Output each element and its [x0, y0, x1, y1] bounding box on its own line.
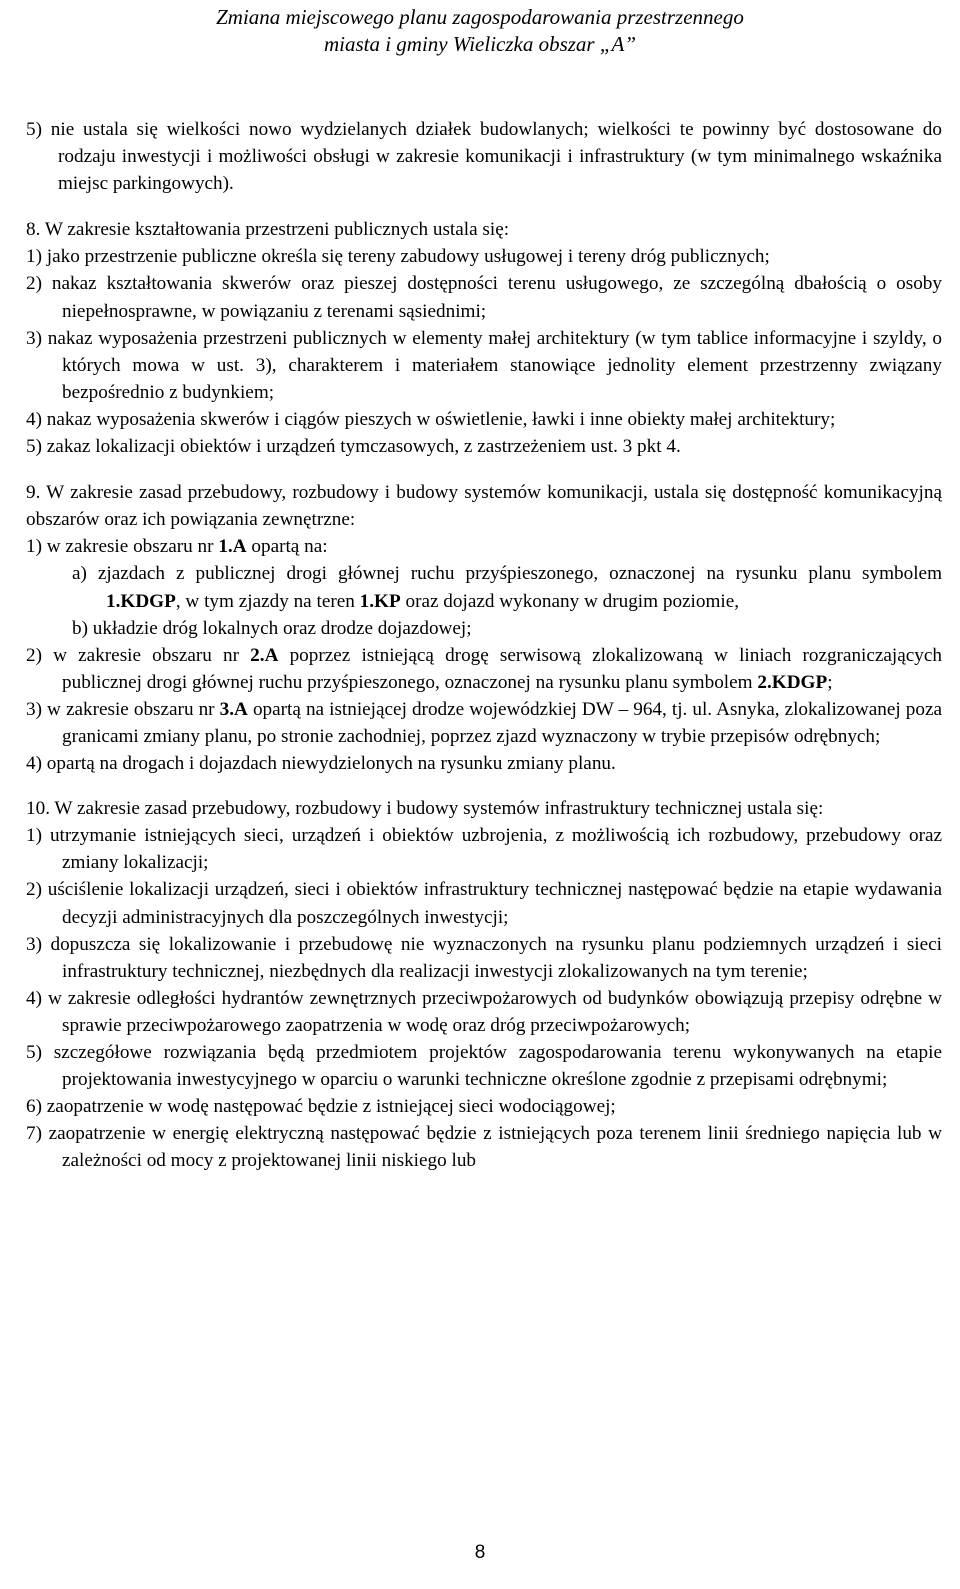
section-9-item-3: 3) w zakresie obszaru nr 3.A opartą na istniejącej drodze wojewódzkiej DW – 964, tj. ul. Asnyka, zlokalizowanej poza granicami zmiany planu, po stronie zachodniej, poprzez zjazd wyznaczony w trybie przepisów odrębnych;	[26, 698, 942, 747]
section-10-item-6: 6) zaopatrzenie w wodę następować będzie z istniejącej sieci wodociągowej;	[26, 1096, 616, 1118]
section-10-item-7: 7) zaopatrzenie w energię elektryczną następować będzie z istniejących poza terenem linii średniego napięcia lub w zależności od mocy z projektowanej linii niskiego lub	[26, 1123, 942, 1172]
page-number: 8	[474, 1542, 486, 1563]
page-header	[0, 4, 960, 58]
section-9-item-1: 1) w zakresie obszaru nr 1.A opartą na:	[26, 536, 328, 558]
section-9-item-1a: a) zjazdach z publicznej drogi głównej ruchu przyśpieszonego, oznaczonej na rysunku planu symbolem 1.KDGP, w tym zjazdy na teren 1.KP oraz dojazd wykonany w drugim poziomie,	[72, 563, 942, 612]
section-10-title: 10. W zakresie zasad przebudowy, rozbudowy i budowy systemów infrastruktury technicznej ustala się:	[26, 798, 824, 820]
section-9-item-2: 2) w zakresie obszaru nr 2.A poprzez istniejącą drogę serwisową zlokalizowaną w liniach rozgraniczających publicznej drogi głównej ruchu przyśpieszonego, oznaczonej na rysunku planu symbolem 2.KDGP;	[26, 644, 942, 693]
section-10-item-4: 4) w zakresie odległości hydrantów zewnętrznych przeciwpożarowych od budynków obowiązują przepisy odrębne w sprawie przeciwpożarowego zaopatrzenia w wodę oraz dróg przeciwpożarowych;	[26, 987, 942, 1036]
section-10-item-5: 5) szczegółowe rozwiązania będą przedmiotem projektów zagospodarowania terenu wykonywanych na etapie projektowania inwestycyjnego w oparciu o warunki techniczne określone zgodnie z przepisami odrębnymi;	[26, 1042, 942, 1091]
header-title-line1: Zmiana miejscowego planu zagospodarowania przestrzennego	[216, 5, 744, 29]
section-8-item-5: 5) zakaz lokalizacji obiektów i urządzeń tymczasowych, z zastrzeżeniem ust. 3 pkt 4.	[26, 436, 681, 458]
section-8-item-3: 3) nakaz wyposażenia przestrzeni publicznych w elementy małej architektury (w tym tablice informacyjne i szyldy, o których mowa w ust. 3), charakterem i materiałem stanowiące jednolity element przestrzenny związany bezpośrednio z budynkiem;	[26, 327, 942, 403]
section-8	[26, 216, 942, 460]
section-10-item-3: 3) dopuszcza się lokalizowanie i przebudowę nie wyznaczonych na rysunku planu podziemnych urządzeń i sieci infrastruktury technicznej, niezbędnych dla realizacji inwestycji zlokalizowanych na tym terenie;	[26, 933, 942, 982]
section-8-item-2: 2) nakaz kształtowania skwerów oraz pieszej dostępności terenu usługowego, ze szczególną dbałością o osoby niepełnosprawne, w powiązaniu z terenami sąsiednimi;	[26, 273, 942, 322]
section-9	[26, 479, 942, 777]
section-8-item-1: 1) jako przestrzenie publiczne określa się tereny zabudowy usługowej i tereny dróg publicznych;	[26, 246, 770, 268]
section-10-item-1: 1) utrzymanie istniejących sieci, urządzeń i obiektów uzbrojenia, z możliwością ich rozbudowy, przebudowy oraz zmiany lokalizacji;	[26, 825, 942, 874]
section-9-item-1b: b) układzie dróg lokalnych oraz drodze dojazdowej;	[72, 617, 472, 639]
section-8-title: 8. W zakresie kształtowania przestrzeni publicznych ustala się:	[26, 219, 510, 241]
header-title-line2: miasta i gminy Wieliczka obszar „A”	[323, 32, 637, 56]
item-5-parcels: 5) nie ustala się wielkości nowo wydzielanych działek budowlanych; wielkości te powinny być dostosowane do rodzaju inwestycji i możliwości obsługi w zakresie komunikacji i infrastruktury (w tym minimalnego wskaźnika miejsc parkingowych).	[26, 119, 942, 195]
section-9-item-4: 4) opartą na drogach i dojazdach niewydzielonych na rysunku zmiany planu.	[26, 753, 616, 775]
document-body	[26, 116, 942, 1174]
section-9-title: 9. W zakresie zasad przebudowy, rozbudowy i budowy systemów komunikacji, ustala się dostępność komunikacyjną obszarów oraz ich powiązania zewnętrzne:	[26, 482, 942, 531]
section-10	[26, 795, 942, 1174]
section-10-item-2: 2) uściślenie lokalizacji urządzeń, sieci i obiektów infrastruktury technicznej następować będzie na etapie wydawania decyzji administracyjnych dla poszczególnych inwestycji;	[26, 879, 942, 928]
section-8-item-4: 4) nakaz wyposażenia skwerów i ciągów pieszych w oświetlenie, ławki i inne obiekty małej architektury;	[26, 408, 836, 430]
